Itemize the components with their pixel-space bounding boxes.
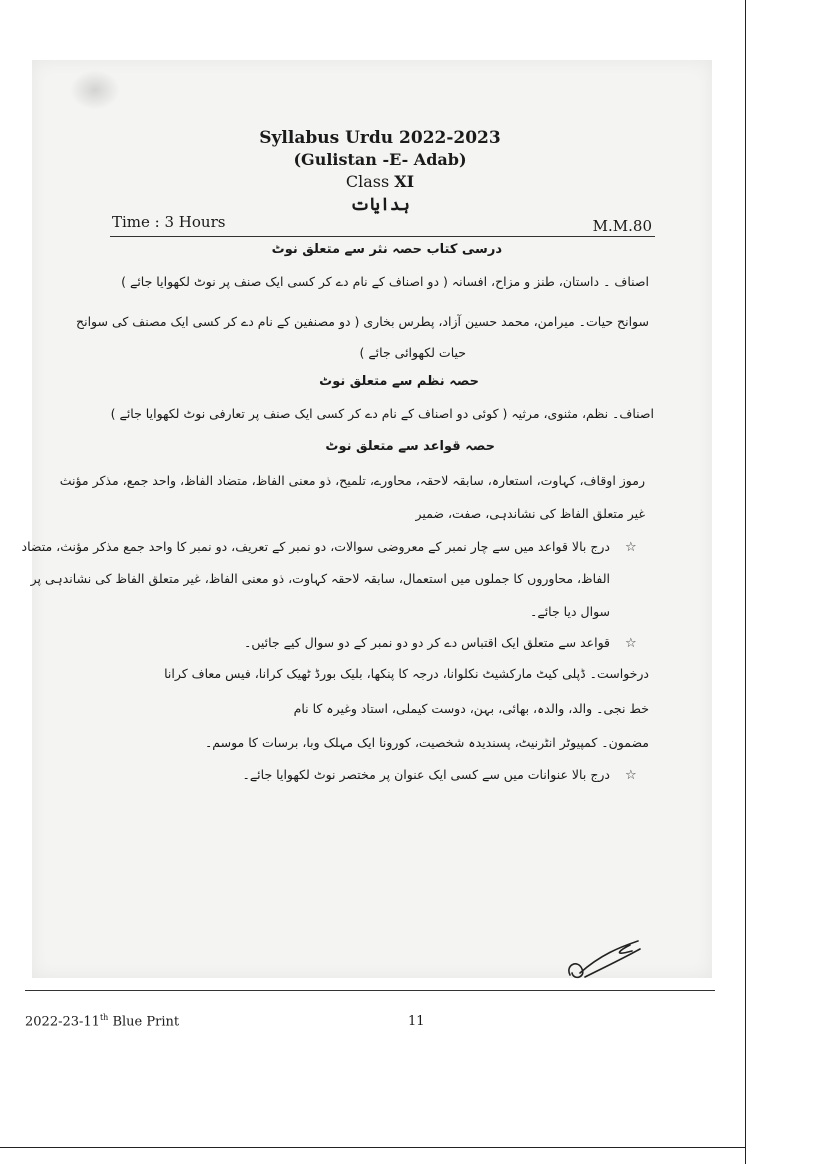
footer-rule xyxy=(25,990,715,991)
star-bullet-icon: ☆ xyxy=(625,540,637,555)
note-1-line-1: درج بالا قواعد میں سے چار نمبر کے معروضی سوالات، دو نمبر کے تعریف، دو نمبر کا واحد جمع مذکر مؤنث، متضاد xyxy=(21,539,610,554)
biography-line-2: حیات لکھوائی جائے ) xyxy=(359,345,466,360)
book-name: (Gulistan -E- Adab) xyxy=(293,150,467,169)
grammar-line-2: غیر متعلق الفاظ کی نشاندہی، صفت، ضمیر xyxy=(415,506,645,521)
letter-line: خط نجی۔ والد، والدہ، بھائی، بہن، دوست کیملی، استاد وغیرہ کا نام xyxy=(293,701,649,716)
footer-sup: th xyxy=(99,1013,109,1022)
footer-year: 2022-23-11 xyxy=(25,1014,100,1030)
instructions-heading: ہدایات xyxy=(350,195,410,215)
footer-blueprint-text: Blue Print xyxy=(108,1014,180,1030)
prose-heading: درسی کتاب حصہ نثر سے متعلق نوٹ xyxy=(271,242,502,257)
class-value: XI xyxy=(394,172,415,191)
footer-blueprint-label xyxy=(25,1013,179,1029)
star-bullet-icon: ☆ xyxy=(625,768,637,783)
grammar-heading: حصہ قواعد سے متعلق نوٹ xyxy=(325,439,495,454)
essay-line: مضمون۔ کمپیوٹر انٹرنیٹ، پسندیدہ شخصیت، کورونا ایک مہلک وبا، برسات کا موسم۔ xyxy=(204,735,649,750)
time-allowed: Time : 3 Hours xyxy=(112,213,226,231)
class-label: Class xyxy=(345,172,390,191)
signature-icon xyxy=(560,935,650,985)
biography-line-1: سوانح حیات۔ میرامن، محمد حسین آزاد، پطرس بخاری ( دو مصنفین کے نام دے کر کسی ایک مصنف کی سوانح xyxy=(76,314,649,329)
note-2-line: قواعد سے متعلق ایک اقتباس دے کر دو دو نمبر کے دو سوال کیے جائیں۔ xyxy=(244,635,610,650)
application-line: درخواست۔ ڈپلی کیٹ مارکشیٹ نکلوانا، درجہ کا پنکھا، بلیک بورڈ ٹھیک کرانا، فیس معاف کرانا xyxy=(164,666,649,681)
class-line xyxy=(0,172,760,191)
note-3-line: درج بالا عنوانات میں سے کسی ایک عنوان پر مختصر نوٹ لکھوایا جائے۔ xyxy=(242,767,610,782)
document-title: Syllabus Urdu 2022-2023 xyxy=(259,128,501,148)
page-number: 11 xyxy=(408,1014,425,1029)
prose-genres-line: اصناف ۔ داستان، طنز و مزاح، افسانہ ( دو اصناف کے نام دے کر کسی ایک صنف پر نوٹ لکھوایا جائے ) xyxy=(121,274,649,289)
scan-smudge xyxy=(70,70,120,110)
star-bullet-icon: ☆ xyxy=(625,636,637,651)
note-1-line-3: سوال دیا جائے۔ xyxy=(530,604,610,619)
poetry-heading: حصہ نظم سے متعلق نوٹ xyxy=(319,374,479,389)
page-edge-bottom-line xyxy=(0,1147,745,1148)
header-rule xyxy=(110,236,655,237)
poetry-genres-line: اصناف۔ نظم، مثنوی، مرثیہ ( کوئی دو اصناف کے نام دے کر کسی ایک صنف پر تعارفی نوٹ لکھوایا جائے ) xyxy=(110,406,654,421)
max-marks: M.M.80 xyxy=(592,217,652,235)
grammar-line-1: رموز اوقاف، کہاوت، استعارہ، سابقہ لاحقہ، محاورے، تلمیح، ذو معنی الفاظ، متضاد الفاظ، واحد جمع، مذکر مؤنث xyxy=(59,473,645,488)
note-1-line-2: الفاظ، محاوروں کا جملوں میں استعمال، سابقہ لاحقہ کہاوت، ذو معنی الفاظ، غیر متعلق الفاظ کی نشاندہی پر xyxy=(30,571,610,586)
